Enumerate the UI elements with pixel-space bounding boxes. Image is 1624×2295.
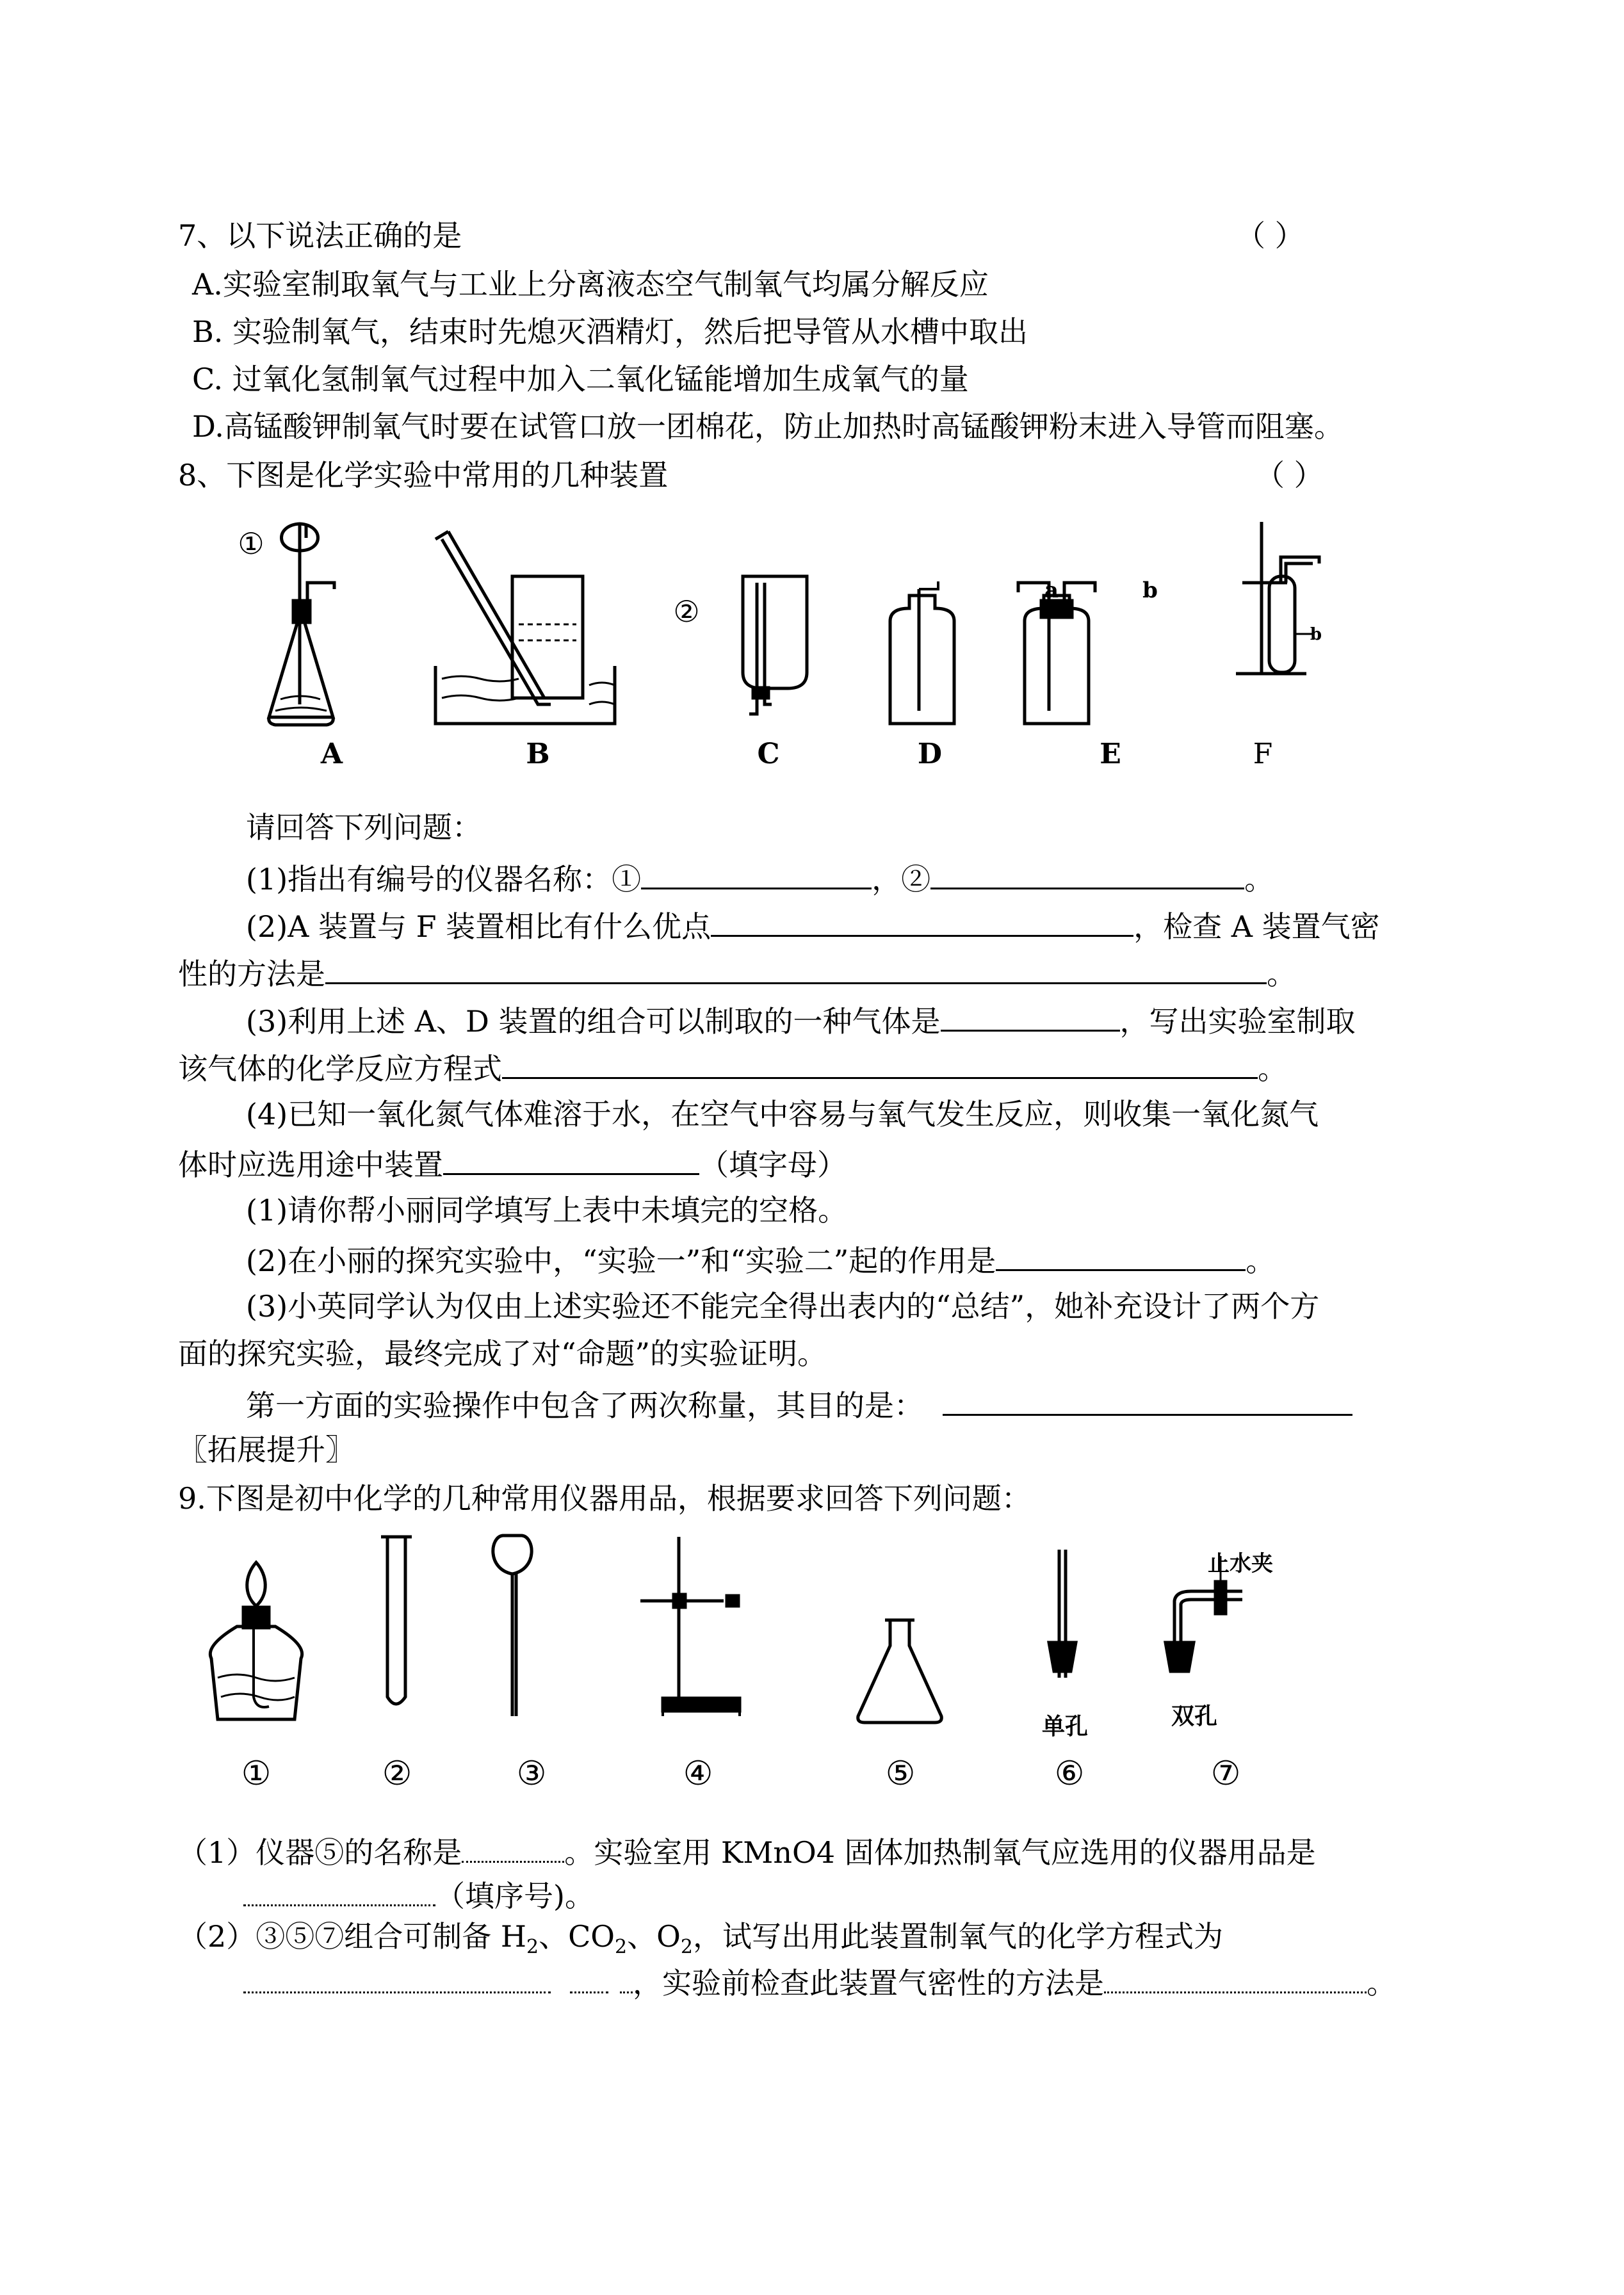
q8-part1-text: (1)指出有编号的仪器名称：① [246,862,642,896]
marker-1: ① [238,526,264,561]
blank-advantage[interactable] [711,904,1133,937]
alcohol-lamp-icon [210,1562,302,1719]
q8-intro: 请回答下列问题： [246,810,482,845]
blank-weighing-purpose[interactable] [943,1383,1352,1416]
q8-weighing-text: 第一方面的实验操作中包含了两次称量，其目的是： [246,1388,923,1423]
q7-answer-paren[interactable]: （ ） [1236,218,1304,253]
q9-part2-o: 、O [627,1919,681,1954]
q9-part2-text: （2）③⑤⑦组合可制备 H [178,1919,527,1954]
q8-table-part3: (3)小英同学认为仅由上述实验还不能完全得出表内的“总结”，她补充设计了两个方 [246,1289,1320,1324]
apparatus-d-bottle-icon [890,581,954,724]
caption-a: A [320,738,343,770]
q8-table-part2-text: (2)在小丽的探究实验中，“实验一”和“实验二”起的作用是 [246,1244,996,1278]
q9-part2-co: 、CO [539,1919,615,1954]
instrument-number-6: ⑥ [1054,1755,1085,1793]
q8-part2-text: (2)A 装置与 F 装置相比有什么优点 [246,909,711,944]
q9-part1-line2 [243,1874,594,1915]
blank-airtight-method[interactable] [325,952,1267,984]
caption-b: B [526,738,550,770]
q9-instruments-figure [192,1524,1281,1780]
instrument-number-4: ④ [683,1755,713,1793]
caption-e: E [1100,738,1121,770]
q9-part2-end: 。 [1367,1966,1396,2000]
test-tube-icon [381,1537,412,1704]
q8-part4-end: （填字母） [699,1148,847,1182]
instrument-number-7: ⑦ [1210,1755,1241,1793]
q8-part2-text2: ，检查 A 装置气密 [1133,909,1380,944]
q8-part2 [246,904,1380,946]
q8-part2-end: 。 [1267,957,1296,991]
q8-table-part3-line2: 面的探究实验，最终完成了对“命题”的实验证明。 [178,1336,827,1371]
q8-part2-line2 [178,952,1296,993]
double-hole-label: 双孔 [1171,1703,1217,1730]
instrument-number-5: ⑤ [885,1755,916,1793]
q8-part4-text: 体时应选用途中装置 [178,1148,443,1182]
instrument-number-2: ② [382,1755,412,1793]
q9-part1-text: （1）仪器⑤的名称是 [178,1835,462,1870]
q9-part1-text2: 。实验室用 KMnO4 固体加热制氧气应选用的仪器用品是 [564,1835,1316,1870]
clamp-label: 止水夹 [1208,1551,1273,1577]
q8-part1-text2: ，② [872,862,931,896]
caption-d: D [917,738,943,770]
apparatus-b-trough-icon [435,531,615,724]
q9-stem: 9.下图是初中化学的几种常用仪器用品，根据要求回答下列问题： [178,1481,1031,1516]
q8-part1-end: 。 [1244,862,1274,896]
q8-answer-paren[interactable]: （ ） [1255,458,1324,492]
conical-flask-icon [858,1620,942,1723]
blank-kmno4-instruments[interactable] [243,1874,435,1906]
marker-2: ② [673,594,700,629]
q9-h2-sub: 2 [526,1936,539,1959]
q8-part3-text2: ，写出实验室制取 [1119,1004,1356,1039]
label-f-b: b [1310,625,1322,644]
single-hole-label: 单孔 [1041,1713,1088,1740]
iron-stand-icon [640,1537,740,1716]
blank-oxygen-equation[interactable] [243,1961,551,1993]
q9-part2 [178,1917,1223,1967]
q9-part2-text2: ，试写出用此装置制氧气的化学方程式为 [692,1919,1223,1954]
blank-equation[interactable] [502,1046,1258,1079]
long-neck-funnel-icon [493,1536,532,1716]
q8-table-part2-end: 。 [1246,1244,1276,1278]
q8-part3 [246,999,1356,1041]
instrument-number-1: ① [241,1755,272,1793]
q8-part2-text3: 性的方法是 [178,957,325,991]
q8-stem: 8、下图是化学实验中常用的几种装置 [178,458,669,492]
apparatus-f-stand-icon [1236,522,1319,674]
blank-gas[interactable] [941,999,1120,1032]
apparatus-e-bottle-icon [1018,583,1095,724]
q9-part1 [178,1830,1316,1872]
q8-weighing [246,1383,1352,1425]
blank-role[interactable] [996,1238,1246,1271]
q9-part2-line2 [243,1961,1396,2002]
q9-co2-sub: 2 [615,1936,628,1959]
q8-table-part1: (1)请你帮小丽同学填写上表中未填完的空格。 [246,1193,848,1228]
apparatus-a-flask-icon [269,524,334,725]
blank-oxygen-equation-2[interactable] [570,1961,608,1993]
single-hole-stopper-icon [1049,1550,1076,1678]
q8-table-part2 [246,1238,1275,1280]
q9-part1-text3: （填序号)。 [435,1879,594,1913]
q8-part3-line2 [178,1046,1287,1088]
instrument-number-3: ③ [516,1755,547,1793]
q7-option-d: D.高锰酸钾制氧气时要在试管口放一团棉花，防止加热时高锰酸钾粉末进入导管而阻塞。 [192,409,1344,444]
extend-heading: 〖拓展提升〗 [178,1432,355,1467]
apparatus-c-bottle-icon [743,576,807,714]
q8-apparatus-figure [231,512,1383,768]
q7-stem: 7、以下说法正确的是 [178,218,462,253]
blank-oxygen-equation-3[interactable] [620,1961,633,1993]
label-a: a [1044,578,1059,603]
label-b: b [1142,578,1158,603]
q8-part4: (4)已知一氧化氮气体难溶于水，在空气中容易与氧气发生反应，则收集一氧化氮气 [246,1097,1319,1131]
blank-instrument-5-name[interactable] [462,1830,564,1863]
q8-part1 [246,857,1274,898]
q7-option-b: B. 实验制氧气，结束时先熄灭酒精灯，然后把导管从水槽中取出 [192,314,1028,349]
blank-instrument-1[interactable] [641,857,872,889]
q9-o2-sub: 2 [680,1936,693,1959]
blank-instrument-2[interactable] [930,857,1244,889]
q8-part3-end: 。 [1258,1051,1287,1086]
caption-c: C [757,738,780,770]
blank-check-method[interactable] [1104,1961,1367,1993]
q9-part2-text3: ，实验前检查此装置气密性的方法是 [633,1966,1104,2000]
q8-part4-line2 [178,1142,847,1184]
caption-f: F [1253,738,1273,770]
q7-option-c: C. 过氧化氢制氧气过程中加入二氧化锰能增加生成氧气的量 [192,362,969,396]
q8-part3-text: (3)利用上述 A、D 装置的组合可以制取的一种气体是 [246,1004,941,1039]
blank-device-letter[interactable] [443,1142,699,1175]
q8-part3-text3: 该气体的化学反应方程式 [178,1051,502,1086]
q7-option-a: A.实验室制取氧气与工业上分离液态空气制氧气均属分解反应 [192,267,989,302]
